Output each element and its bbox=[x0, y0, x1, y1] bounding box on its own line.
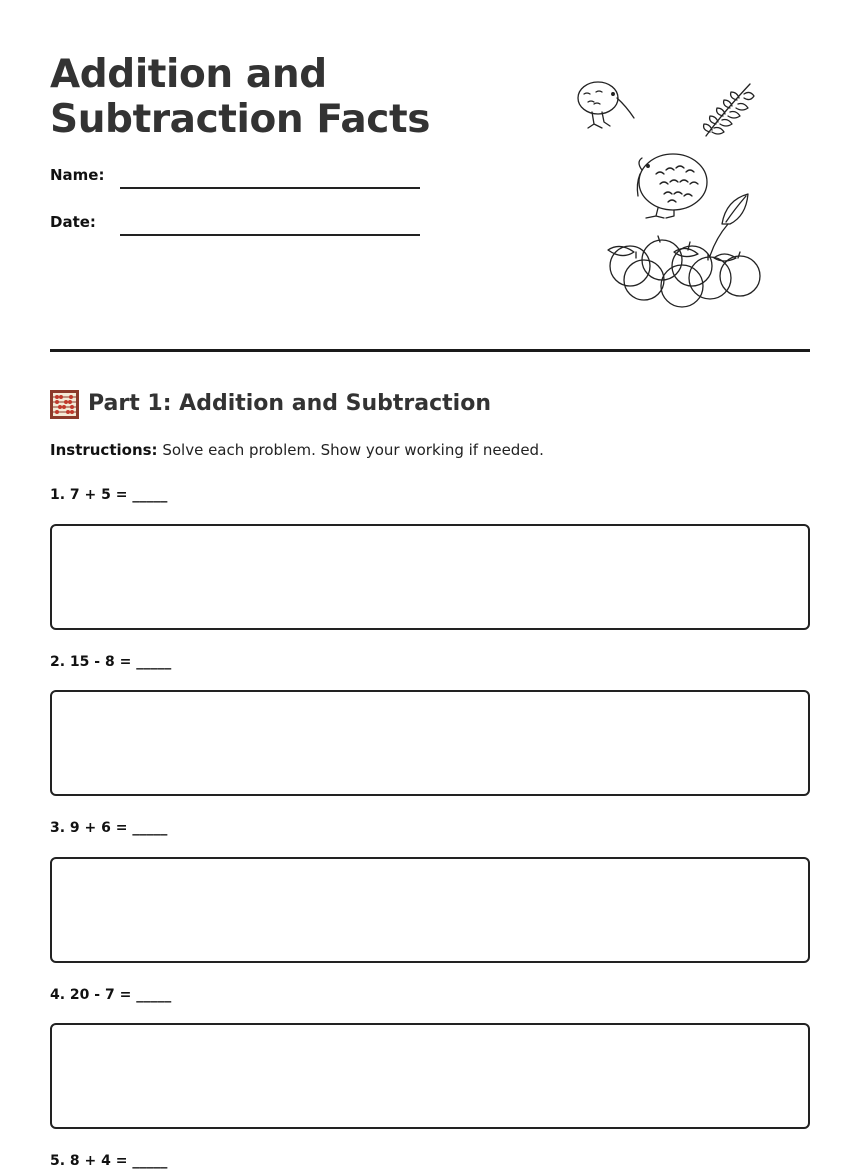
name-label: Name: bbox=[50, 166, 105, 184]
page-title-line-1: Addition and bbox=[50, 52, 327, 97]
answer-box[interactable] bbox=[50, 690, 810, 796]
question-label: 3. 9 + 6 = _____ bbox=[50, 820, 168, 836]
kiwi-bird-icon bbox=[637, 154, 707, 218]
answer-box[interactable] bbox=[50, 524, 810, 630]
instructions bbox=[50, 440, 544, 460]
question-label: 4. 20 - 7 = _____ bbox=[50, 987, 172, 1003]
section-title: Part 1: Addition and Subtraction bbox=[88, 391, 491, 416]
fruit-icon bbox=[608, 236, 760, 307]
question-label: 1. 7 + 5 = _____ bbox=[50, 487, 168, 503]
instructions-label: Instructions: bbox=[50, 441, 158, 459]
abacus-icon bbox=[50, 390, 79, 419]
page-title-line-2: Subtraction Facts bbox=[50, 97, 431, 142]
fern-leaf-icon bbox=[704, 84, 754, 136]
answer-box[interactable] bbox=[50, 857, 810, 963]
instructions-text: Solve each problem. Show your working if needed. bbox=[157, 441, 544, 459]
kiwi-bird-icon bbox=[578, 82, 634, 128]
kiwi-illustration bbox=[570, 74, 770, 310]
date-label: Date: bbox=[50, 213, 96, 231]
answer-box[interactable] bbox=[50, 1023, 810, 1129]
leaf-icon bbox=[710, 194, 748, 256]
question-label: 2. 15 - 8 = _____ bbox=[50, 654, 172, 670]
section-divider bbox=[50, 349, 810, 352]
date-field[interactable] bbox=[120, 234, 420, 236]
page-title bbox=[50, 52, 470, 142]
question-label: 5. 8 + 4 = _____ bbox=[50, 1153, 168, 1169]
name-field[interactable] bbox=[120, 187, 420, 189]
